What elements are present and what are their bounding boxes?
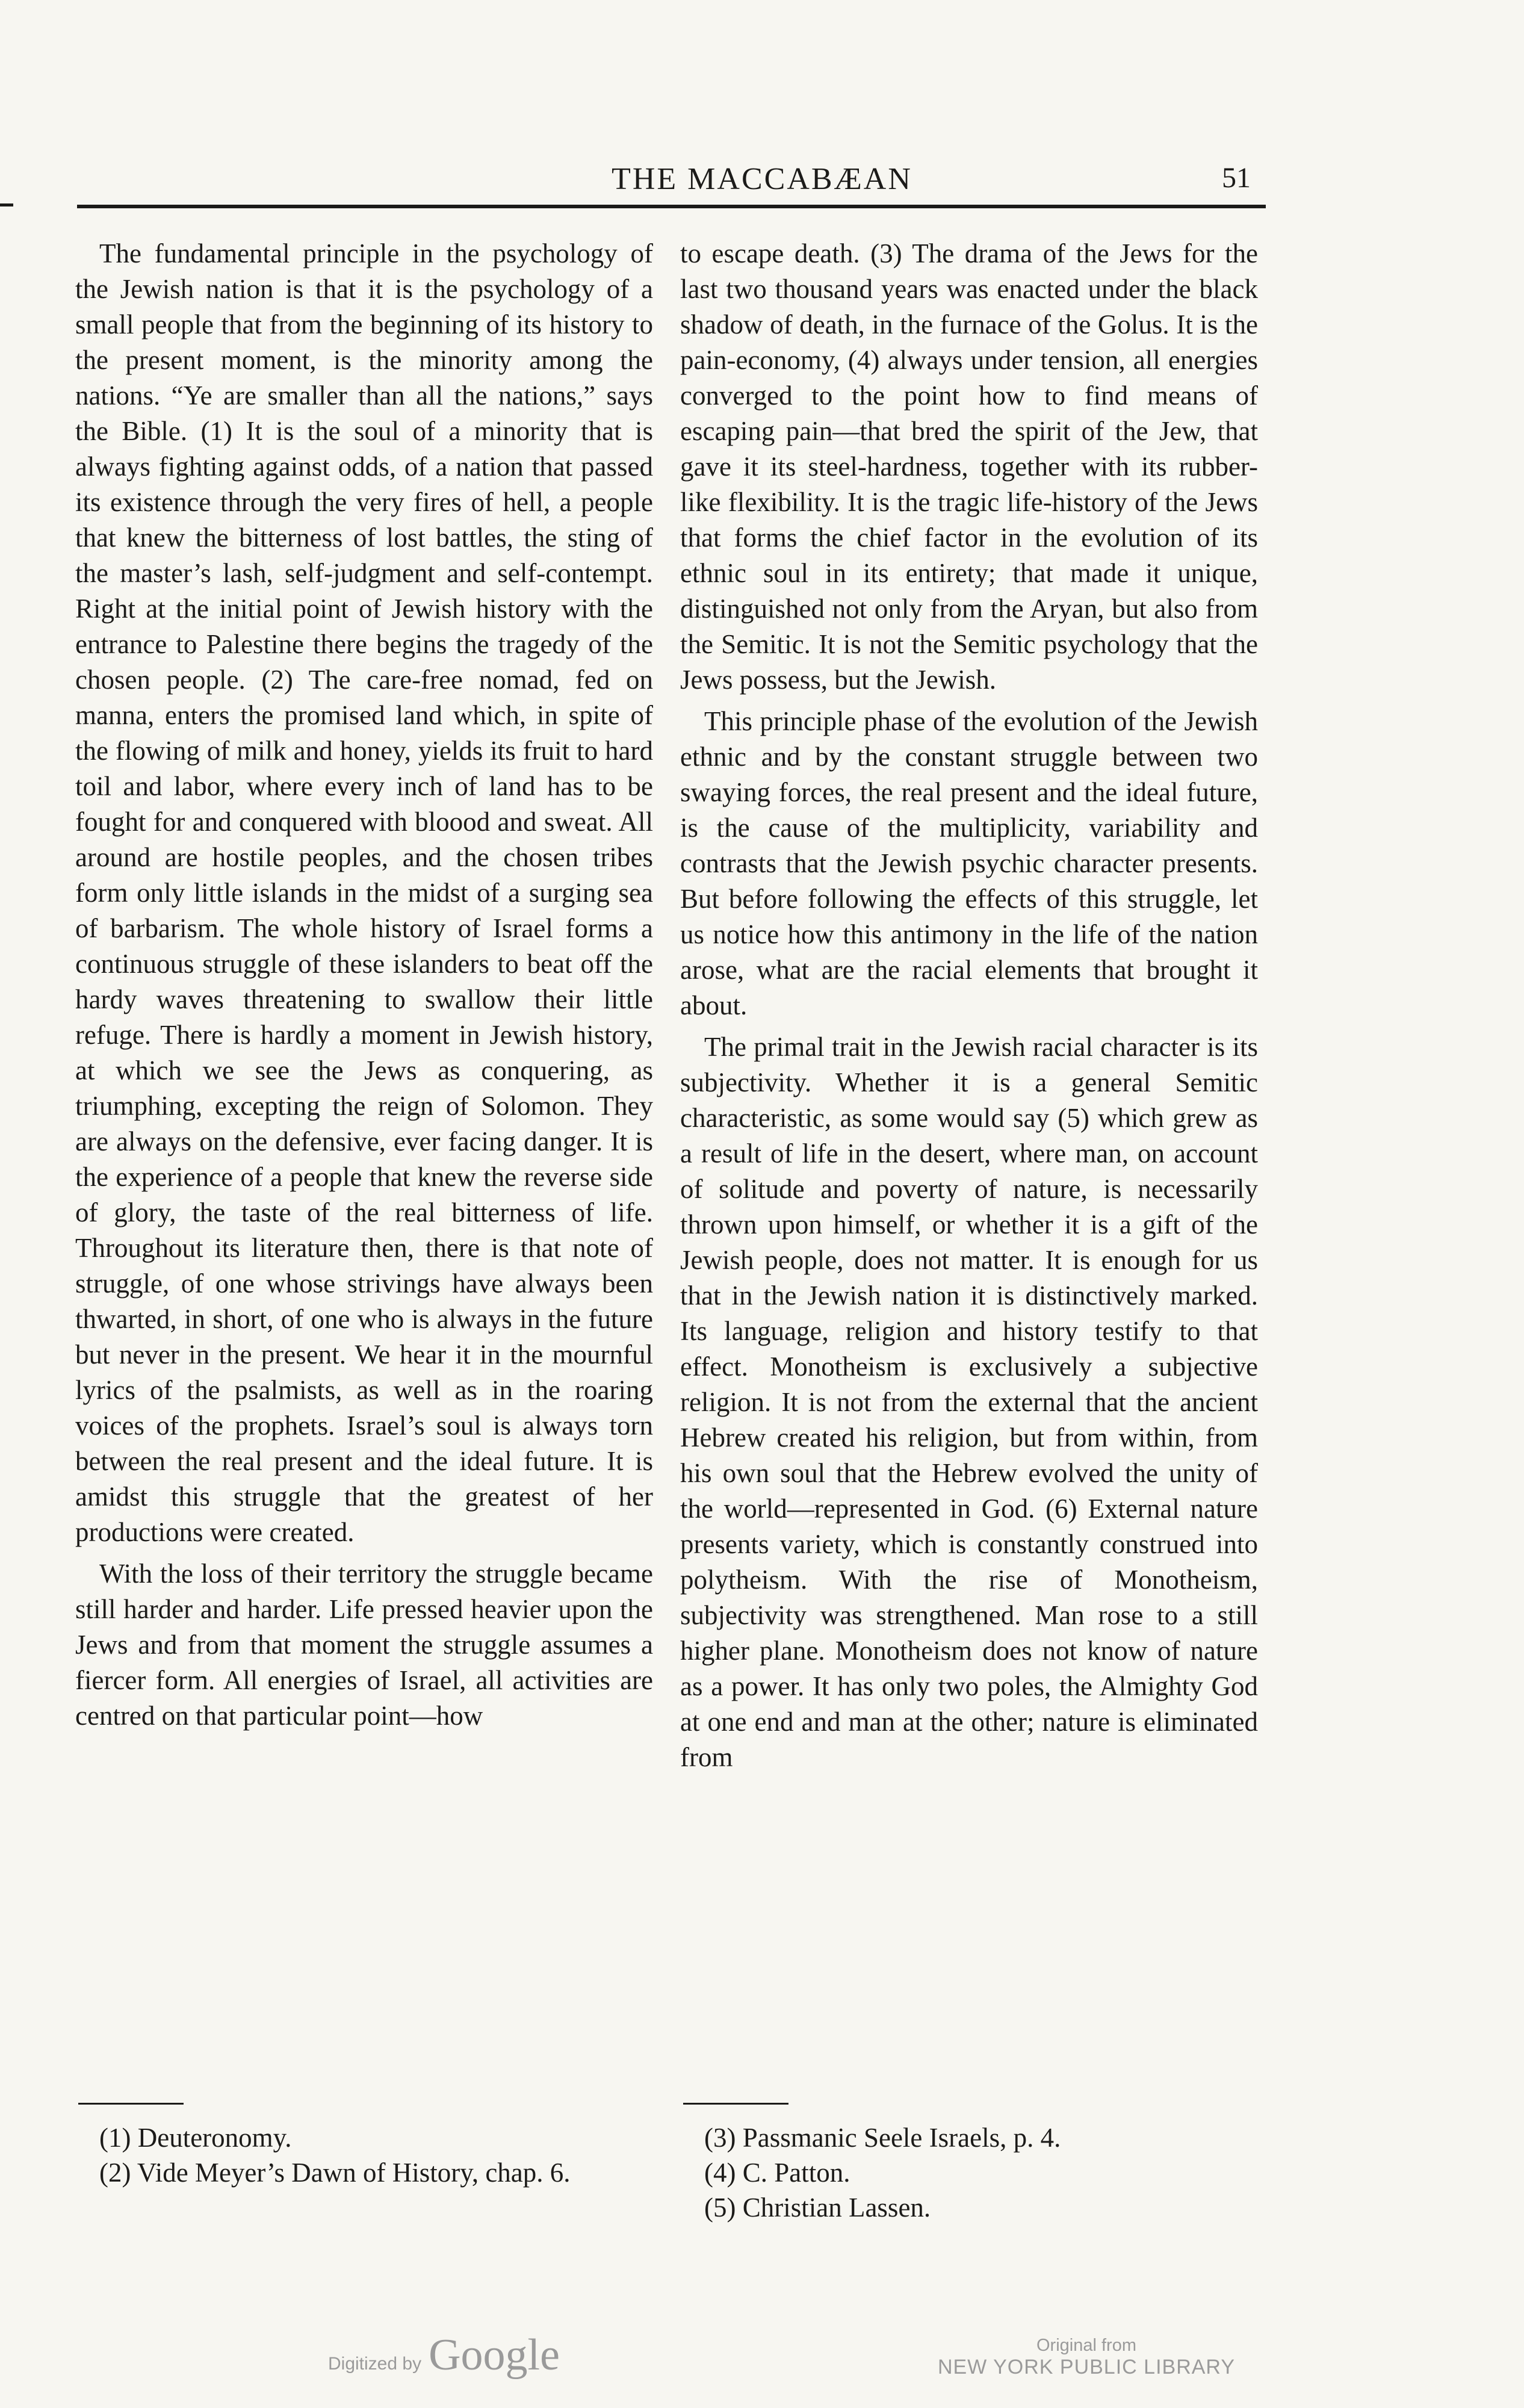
original-from-label: Original from <box>1036 2336 1136 2355</box>
paragraph: With the loss of their territory the struggle became still harder and harder. Life pressed heavier upon the Jews and from that moment the struggle assumes a fiercer form. All energies of Israel, all activities are centred on that particular point—how <box>75 1559 653 1731</box>
footnotes-left <box>75 2120 653 2190</box>
page-number: 51 <box>1222 162 1251 194</box>
digitized-by-watermark <box>328 2330 560 2381</box>
running-header: THE MACCABÆAN <box>612 162 912 196</box>
paragraph-continuation: to escape death. (3) The drama of the Jews for the last two thousand years was enacted under the black shadow of death, in the furnace of the Golus. It is the pain-economy, (4) always under tension, all energies converged to the point how to find means of escaping pain—that bred the spirit of the Jew, that gave it its steel-hardness, together with its rubber-like flexibility. It is the tragic life-history of the Jews that forms the chief factor in the evolution of its ethnic soul in its entirety; that made it unique, distinguished not only from the Aryan, but also from the Semitic. It is not the Semitic psychology that the Jews possess, but the Jewish. <box>680 238 1258 695</box>
footnotes-right <box>680 2120 1258 2225</box>
footnote: (5) Christian Lassen. <box>704 2192 931 2223</box>
footnote: (2) Vide Meyer’s Dawn of History, chap. 6. <box>99 2158 571 2188</box>
left-column <box>75 236 653 1740</box>
margin-mark <box>0 203 13 206</box>
paragraph: This principle phase of the evolution of the Jewish ethnic and by the constant struggle between two swaying forces, the real present and the ideal future, is the cause of the multiplicity, variability and contrasts that the Jewish psychic character presents. But before following the effects of this struggle, let us notice how this antimony in the life of the nation arose, what are the racial elements that brought it about. <box>680 706 1258 1020</box>
footnote-rule-right <box>683 2103 788 2105</box>
paragraph: The primal trait in the Jewish racial character is its subjectivity. Whether it is a general Semitic characteristic, as some would say (5) which grew as a result of life in the desert, where man, on account of solitude and poverty of nature, is necessarily thrown upon himself, or whether it is a gift of the Jewish people, does not matter. It is enough for us that in the Jewish nation it is distinctively marked. Its language, religion and history testify to that effect. Monotheism is exclusively a subjective religion. It is not from the external that the ancient Hebrew created his religion, but from within, from his own soul that the Hebrew evolved the unity of the world—represented in God. (6) External nature presents variety, which is constantly construed into polytheism. With the rise of Monotheism, subjectivity was strengthened. Man rose to a still higher plane. Monotheism does not know of nature as a power. It has only two poles, the Almighty God at one end and man at the other; nature is eliminated from <box>680 1032 1258 1772</box>
original-from-watermark <box>915 2336 1258 2379</box>
digitized-by-label: Digitized by <box>328 2354 422 2374</box>
right-column <box>680 236 1258 1781</box>
paragraph: The fundamental principle in the psychology of the Jewish nation is that it is the psychology of a small people that from the beginning of its history to the present moment, is the minority among the nations. “Ye are smaller than all the nations,” says the Bible. (1) It is the soul of a minority that is always fighting against odds, of a nation that passed its existence through the very fires of hell, a people that knew the bitterness of lost battles, the sting of the master’s lash, self-judgment and self-contempt. Right at the initial point of Jewish history with the entrance to Palestine there begins the tragedy of the chosen people. (2) The care-free nomad, fed on manna, enters the promised land which, in spite of the flowing of milk and honey, yields its fruit to hard toil and labor, where every inch of land has to be fought for and conquered with bloood and sweat. All around are hostile peoples, and the chosen tribes form only little islands in the midst of a surging sea of barbarism. The whole history of Israel forms a continuous struggle of these islanders to beat off the hardy waves threatening to swallow their little refuge. There is hardly a moment in Jewish history, at which we see the Jews as conquering, as triumphing, excepting the reign of Solomon. They are always on the defensive, ever facing danger. It is the experience of a people that knew the reverse side of glory, the taste of the real bitterness of life. Throughout its literature then, there is that note of struggle, of one whose strivings have always been thwarted, in short, of one who is always in the future but never in the present. We hear it in the mournful lyrics of the psalmists, as well as in the roaring voices of the prophets. Israel’s soul is always torn between the real present and the ideal future. It is amidst this struggle that the greatest of her productions were created. <box>75 238 653 1547</box>
google-logo: Google <box>429 2330 560 2380</box>
header-rule <box>77 205 1266 208</box>
footnote: (4) C. Patton. <box>704 2158 850 2188</box>
library-label: NEW YORK PUBLIC LIBRARY <box>937 2356 1236 2379</box>
footnote: (3) Passmanic Seele Israels, p. 4. <box>704 2123 1061 2153</box>
footnote-rule-left <box>78 2103 184 2105</box>
footnote: (1) Deuteronomy. <box>99 2123 292 2153</box>
